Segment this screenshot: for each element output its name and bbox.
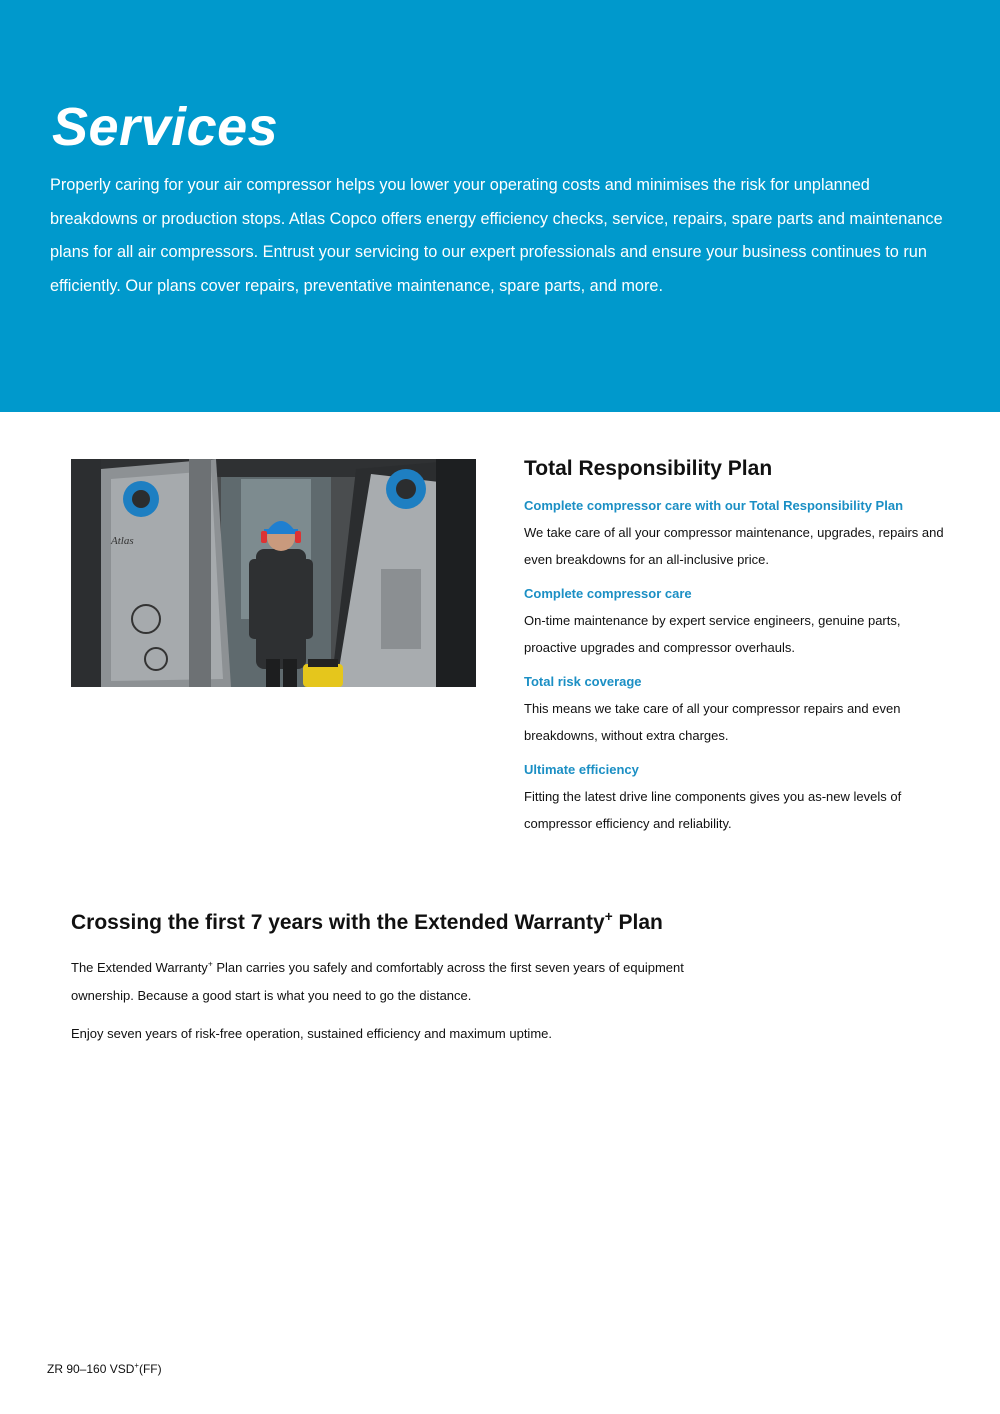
trp-block-2 (524, 673, 944, 749)
extended-warranty-paragraph-1 (71, 954, 711, 1010)
trp-title: Total Responsibility Plan (524, 457, 773, 480)
trp-subheading: Ultimate efficiency (524, 762, 639, 777)
extended-warranty-title (71, 908, 711, 938)
atlas-logo-text: Atlas (111, 535, 134, 547)
extended-warranty-paragraph-2: Enjoy seven years of risk-free operation, sustained efficiency and maximum uptime. (71, 1026, 552, 1041)
ew-title-text: Crossing the first 7 years with the Extended Warranty (71, 911, 605, 934)
footer-model-suffix: (FF) (138, 1362, 162, 1376)
trp-subheading: Total risk coverage (524, 674, 642, 689)
trp-body: This means we take care of all your compressor repairs and even breakdowns, without extra charges. (524, 701, 901, 743)
trp-body: Fitting the latest drive line components gives you as-new levels of compressor efficiency and reliability. (524, 789, 902, 831)
trp-body: We take care of all your compressor maintenance, upgrades, repairs and even breakdowns for an all-inclusive price. (524, 525, 944, 567)
total-responsibility-plan-section (524, 455, 944, 849)
ew-title-suffix: Plan (612, 911, 663, 934)
page-title: Services (52, 97, 279, 157)
ew-p1-plus: + (207, 958, 213, 969)
footer-model-text: ZR 90–160 VSD (47, 1362, 135, 1376)
trp-body: On-time maintenance by expert service engineers, genuine parts, proactive upgrades and compressor overhauls. (524, 613, 901, 655)
extended-warranty-section (71, 908, 711, 1058)
trp-block-0 (524, 497, 944, 573)
trp-block-3 (524, 761, 944, 837)
services-header-band (0, 0, 1000, 412)
services-intro-text: Properly caring for your air compressor helps you lower your operating costs and minimises the risk for unplanned breakdowns or production stops. Atlas Copco offers energy efficiency checks, service, repairs, spare parts and maintenance plans for all air compressors. Entrust your servicing to our expert professionals and ensure your business continues to run efficiently. Our plans cover repairs, preventative maintenance, spare parts, and more. (50, 176, 943, 295)
trp-block-1 (524, 585, 944, 661)
trp-subheading: Complete compressor care with our Total Responsibility Plan (524, 498, 904, 513)
trp-subheading: Complete compressor care (524, 586, 692, 601)
footer-model-plus: + (134, 1361, 139, 1370)
ew-title-plus: + (604, 909, 613, 924)
model-footer (47, 1362, 162, 1376)
ew-p1-rest: Plan carries you safely and comfortably across the first seven years of equipment ownership. Because a good start is what you need to go the distance. (71, 960, 684, 1003)
technician-photo (71, 459, 476, 687)
ew-p1-text: The Extended Warranty (71, 960, 208, 975)
